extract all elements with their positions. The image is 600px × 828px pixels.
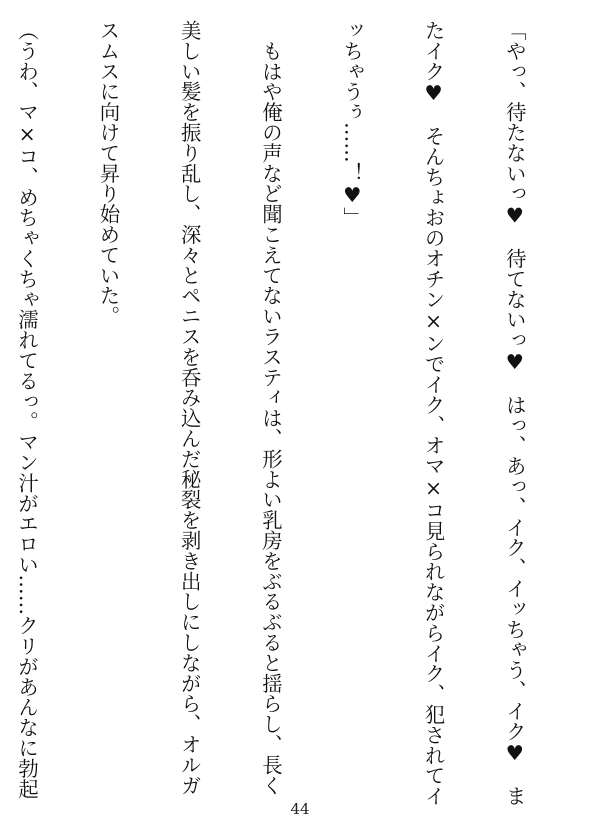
text-column: スムスに向けて昇り始めていた。: [96, 20, 121, 326]
text-column: （うわ、マ×コ、めちゃくちゃ濡れてるっ。マン汁がエロい……クリがあんなに勃起: [15, 20, 40, 799]
page-number: 44: [290, 800, 310, 818]
text-column: たイク♥ そんちょおのオチン×ンでイク、オマ×コ見られながらイク、犯されてイ: [421, 20, 446, 806]
text-column: もはや俺の声など聞こえてないラスティは、形よい乳房をぶるぶると揺らし、長く: [258, 20, 283, 796]
text-column: 「やっ、待たないっ♥ 待てないっ♥ はっ、あっ、イク、イッちゃう、イク♥ ま: [502, 20, 527, 806]
text-column: 美しい髪を振り乱し、深々とペニスを呑み込んだ秘裂を剥き出しにしながら、オルガ: [177, 20, 202, 796]
vertical-text-body: [0, 20, 582, 806]
text-column: ッちゃうぅ……！♥」: [340, 20, 365, 228]
